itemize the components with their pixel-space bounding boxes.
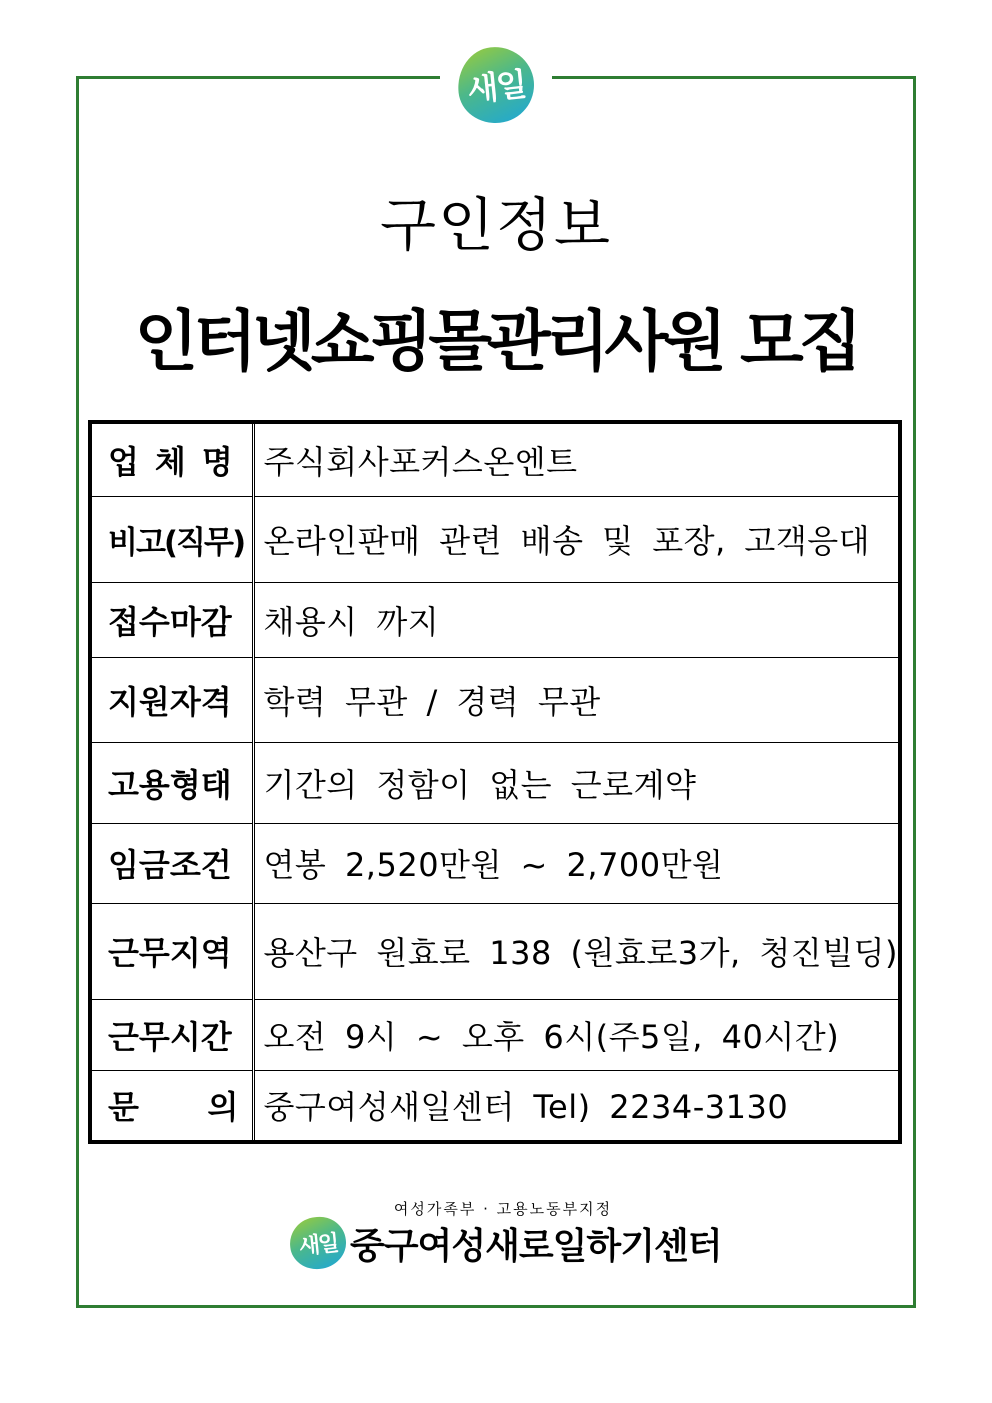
- footer-brand: [290, 1214, 722, 1272]
- logo-text: 새일: [465, 65, 527, 109]
- row-value: 온라인판매 관련 배송 및 포장, 고객응대: [254, 496, 900, 582]
- row-label: 지원자격: [90, 657, 254, 742]
- row-value: 학력 무관 / 경력 무관: [254, 657, 900, 742]
- table-row: [90, 657, 900, 742]
- table-row: [90, 742, 900, 823]
- row-label: 접수마감: [90, 582, 254, 657]
- job-info-table: [88, 420, 902, 1144]
- row-label: 임금조건: [90, 823, 254, 903]
- row-value: 주식회사포커스온엔트: [254, 422, 900, 496]
- row-value: 연봉 2,520만원 ~ 2,700만원: [254, 823, 900, 903]
- row-label: 업체명: [90, 422, 254, 496]
- row-value: 용산구 원효로 138 (원효로3가, 청진빌딩): [254, 903, 900, 999]
- table-row: [90, 422, 900, 496]
- table-row: [90, 999, 900, 1070]
- saeil-logo-icon: [287, 1214, 348, 1272]
- row-label: 근무지역: [90, 903, 254, 999]
- table-row: [90, 903, 900, 999]
- table-row: [90, 582, 900, 657]
- row-label: 근무시간: [90, 999, 254, 1070]
- footer-logo-text: 새일: [297, 1230, 339, 1260]
- row-label: 비고(직무): [90, 496, 254, 582]
- center-name: 중구여성새로일하기센터: [350, 1225, 722, 1267]
- table-row: [90, 496, 900, 582]
- top-logo-area: [440, 40, 552, 130]
- page-subtitle: 구인정보: [379, 191, 613, 259]
- page-title: 인터넷쇼핑몰관리사원 모집: [134, 303, 858, 380]
- row-value: 채용시 까지: [254, 582, 900, 657]
- row-value: 중구여성새일센터 Tel) 2234-3130: [254, 1070, 900, 1142]
- row-label-left: 문: [108, 1088, 139, 1127]
- row-value: 기간의 정함이 없는 근로계약: [254, 742, 900, 823]
- row-label: 고용형태: [90, 742, 254, 823]
- row-label-right: 의: [207, 1088, 239, 1127]
- row-value: 오전 9시 ~ 오후 6시(주5일, 40시간): [254, 999, 900, 1070]
- saeil-logo-icon: [454, 43, 538, 127]
- table-row: [90, 1070, 900, 1142]
- ministry-designation: 여성가족부 · 고용노동부지정: [393, 1200, 613, 1218]
- row-label-contact: [90, 1070, 254, 1142]
- table-row: [90, 823, 900, 903]
